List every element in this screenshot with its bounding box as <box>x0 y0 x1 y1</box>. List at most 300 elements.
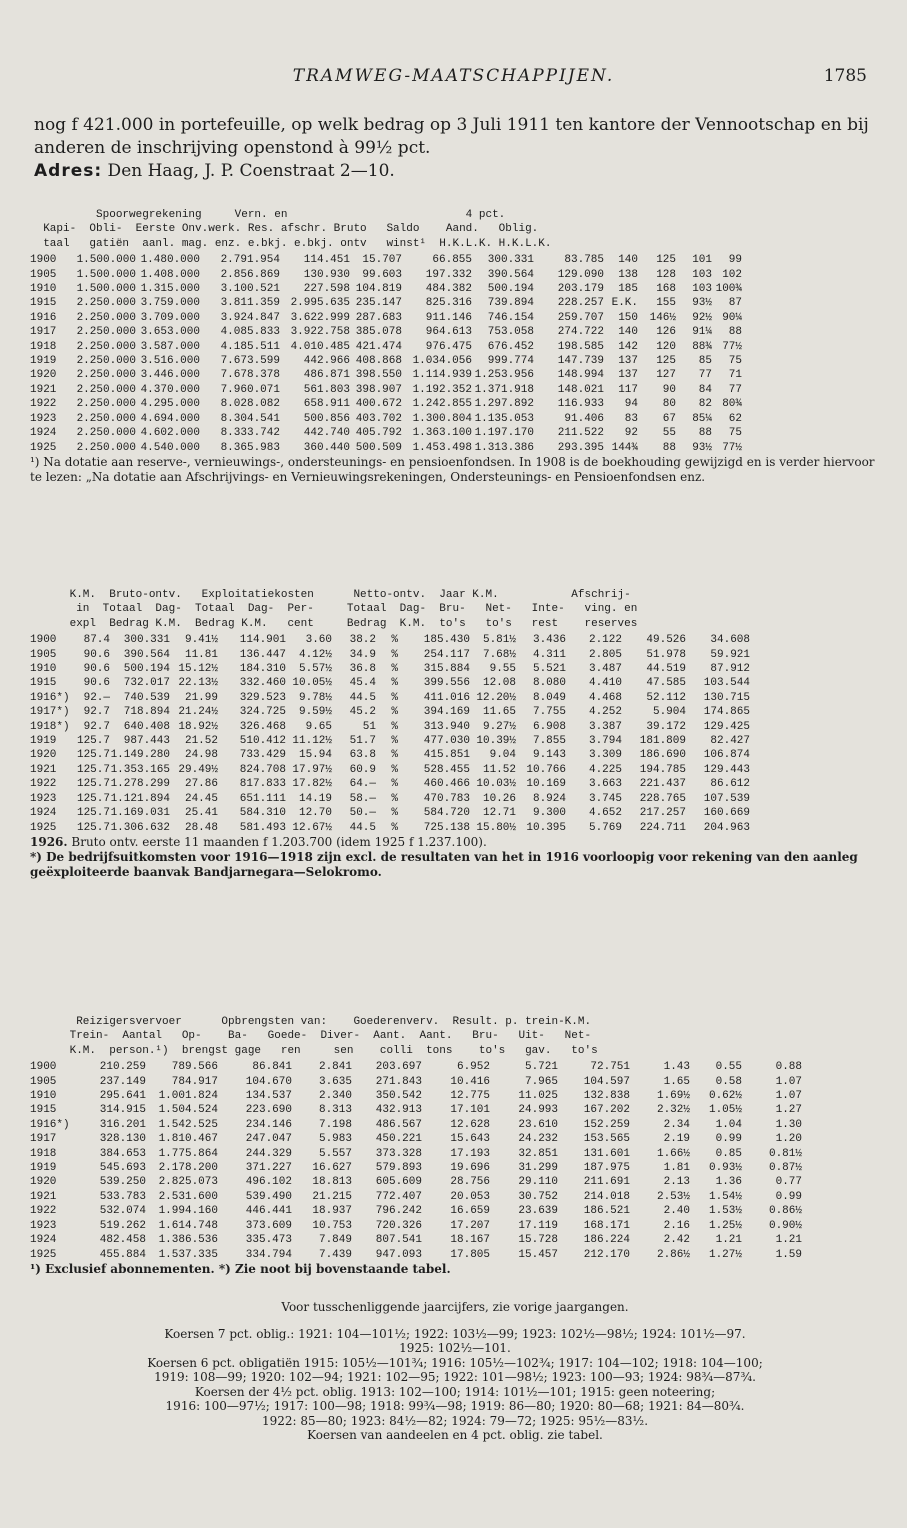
cell-bruto: 2.16 <box>663 1219 690 1232</box>
cell-vern: 976.475 <box>425 340 472 353</box>
cell-expl_dag: 11.12½ <box>292 735 332 748</box>
koersen-line: 1925: 102½—101. <box>399 1341 511 1355</box>
cell-aand2: 80 <box>662 398 676 411</box>
cell-aand1: 144¾ <box>611 441 638 454</box>
cell-pct: 38.2 <box>349 634 376 647</box>
table-row <box>30 383 880 397</box>
cell-rente: 49.526 <box>646 634 686 647</box>
cell-netto_dag: 9.27½ <box>482 720 516 733</box>
cell-bruto_jaar: 3.436 <box>532 634 566 647</box>
cell-opbrengst: 335.473 <box>245 1234 292 1247</box>
cell-saldo: 198.585 <box>557 340 604 353</box>
cell-rente: 52.112 <box>646 691 686 704</box>
cell-netto: 415.851 <box>423 749 470 762</box>
cell-year: 1916*) <box>30 691 70 704</box>
header-row: expl Bedrag K.M. Bedrag K.M. cent Bedrag K.M. to's to's rest reserves <box>30 617 638 630</box>
cell-km: 125.7 <box>76 821 110 834</box>
cell-goederen: 450.221 <box>375 1133 422 1146</box>
cell-netto_jaar: 4.252 <box>588 706 622 719</box>
cell-pct_sign: % <box>391 807 398 820</box>
cell-uitgaven: 0.55 <box>715 1061 742 1074</box>
cell-pct_sign: % <box>391 634 398 647</box>
cell-uitgaven: 0.58 <box>715 1075 742 1088</box>
cell-obl2: 77½ <box>722 441 742 454</box>
cell-treinkm: 519.262 <box>99 1219 146 1232</box>
cell-bruto: 640.408 <box>123 720 170 733</box>
cell-netto_dag: 11.52 <box>482 763 516 776</box>
cell-afschr: 204.963 <box>703 821 750 834</box>
table-row <box>30 340 880 354</box>
cell-pct: 50.— <box>349 807 376 820</box>
cell-obligatien: 1.480.000 <box>140 254 200 267</box>
cell-opbrengst: 496.102 <box>245 1176 292 1189</box>
cell-bruto: 1.121.894 <box>110 792 170 805</box>
cell-bruto: 390.564 <box>487 268 534 281</box>
cell-bruto: 2.86½ <box>656 1248 690 1261</box>
cell-year: 1922 <box>30 398 57 411</box>
cell-rente: 228.765 <box>639 792 686 805</box>
cell-netto_jaar: 3.745 <box>588 792 622 805</box>
cell-obl1: 93½ <box>692 297 712 310</box>
table-exploitatie <box>30 588 880 880</box>
cell-obl1: 84 <box>698 383 712 396</box>
cell-tons: 214.018 <box>583 1190 630 1203</box>
cell-opbrengst: 86.841 <box>252 1061 292 1074</box>
cell-bruto: 1.69½ <box>656 1090 690 1103</box>
cell-obl2: 71 <box>728 369 742 382</box>
cell-netto_jaar: 5.769 <box>588 821 622 834</box>
cell-uitgaven: 0.99 <box>715 1133 742 1146</box>
cell-personen: 789.566 <box>171 1061 218 1074</box>
cell-bruto: 2.32½ <box>656 1104 690 1117</box>
cell-eerste_aanl: 7.673.599 <box>220 355 280 368</box>
cell-diversen: 6.952 <box>456 1061 490 1074</box>
table-footnote-star: *) De bedrijfsuitkomsten voor 1916—1918 zijn excl. de resultaten van het in 1916 voorloopig voor rekening van den aanleg geëxploiteerde baanvak Bandjarnegara—Selokromo. <box>30 849 858 879</box>
cell-treinkm: 545.693 <box>99 1162 146 1175</box>
header-row: Kapi- Obli- Eerste Onv.werk. Res. afschr. Bruto Saldo Aand. Oblig. <box>30 223 539 236</box>
cell-opbrengst: 539.490 <box>245 1190 292 1203</box>
cell-aand2: 125 <box>656 254 676 267</box>
cell-tons: 104.597 <box>583 1075 630 1088</box>
cell-bruto: 1.135.053 <box>474 412 534 425</box>
cell-afschr: 103.544 <box>703 677 750 690</box>
table-row <box>30 792 880 806</box>
cell-netto: 0.81½ <box>768 1147 802 1160</box>
cell-goederen: 796.242 <box>375 1205 422 1218</box>
cell-tons: 167.202 <box>583 1104 630 1117</box>
cell-eerste_aanl: 2.856.869 <box>220 268 280 281</box>
cell-diversen: 12.775 <box>450 1090 490 1103</box>
table-row <box>30 397 880 411</box>
table-footnote <box>30 835 880 850</box>
cell-pct: 44.5 <box>349 821 376 834</box>
cell-aand1: 137 <box>618 355 638 368</box>
table-row <box>30 1147 880 1161</box>
cell-onv_werk: 500.856 <box>303 412 350 425</box>
cell-saldo: 116.933 <box>557 398 604 411</box>
cell-km: 92.— <box>83 691 110 704</box>
cell-year: 1922 <box>30 778 57 791</box>
cell-saldo: 147.739 <box>557 355 604 368</box>
cell-netto_jaar: 3.487 <box>588 663 622 676</box>
cell-kapitaal: 2.250.000 <box>76 383 136 396</box>
cell-saldo: 228.257 <box>557 297 604 310</box>
table-row <box>30 705 880 719</box>
table-row <box>30 282 880 296</box>
table-row <box>30 268 880 282</box>
table-header <box>30 1015 880 1058</box>
cell-treinkm: 533.783 <box>99 1190 146 1203</box>
cell-aand2: 55 <box>662 427 676 440</box>
cell-vern: 911.146 <box>425 311 472 324</box>
cell-eerste_aanl: 8.365.983 <box>220 441 280 454</box>
cell-tons: 211.691 <box>583 1176 630 1189</box>
cell-km: 125.7 <box>76 807 110 820</box>
cell-obligatien: 3.759.000 <box>140 297 200 310</box>
cell-bagage: 8.313 <box>318 1104 352 1117</box>
cell-uitgaven: 1.05½ <box>708 1104 742 1117</box>
cell-year: 1925 <box>30 441 57 454</box>
cell-obl1: 101 <box>692 254 712 267</box>
cell-afschr: 82.427 <box>710 735 750 748</box>
cell-uitgaven: 1.25½ <box>708 1219 742 1232</box>
cell-diversen: 10.416 <box>450 1075 490 1088</box>
table-header <box>30 588 880 631</box>
cell-colli: 15.728 <box>518 1234 558 1247</box>
cell-expl: 324.725 <box>239 706 286 719</box>
cell-bruto_dag: 25.41 <box>184 807 218 820</box>
cell-afschr: 129.425 <box>703 720 750 733</box>
cell-netto_jaar: 4.652 <box>588 807 622 820</box>
page-number: 1785 <box>823 66 867 86</box>
cell-pct_sign: % <box>391 677 398 690</box>
cell-opbrengst: 446.441 <box>245 1205 292 1218</box>
cell-eerste_aanl: 3.924.847 <box>220 311 280 324</box>
cell-year: 1919 <box>30 735 57 748</box>
cell-km: 92.7 <box>83 706 110 719</box>
cell-obligatien: 3.516.000 <box>140 355 200 368</box>
table-row <box>30 720 880 734</box>
address-label: Adres: <box>34 161 103 181</box>
cell-km: 87.4 <box>83 634 110 647</box>
cell-expl: 510.412 <box>239 735 286 748</box>
cell-kapitaal: 2.250.000 <box>76 441 136 454</box>
cell-year: 1924 <box>30 1234 57 1247</box>
table-row <box>30 1204 880 1218</box>
cell-saldo: 274.722 <box>557 326 604 339</box>
cell-diversen: 20.053 <box>450 1190 490 1203</box>
cell-netto: 0.87½ <box>768 1162 802 1175</box>
cell-onv_werk: 442.966 <box>303 355 350 368</box>
cell-obl2: 62 <box>728 412 742 425</box>
intro-paragraph <box>34 114 879 183</box>
cell-bruto: 1.306.632 <box>110 821 170 834</box>
table-row <box>30 777 880 791</box>
cell-goederen: 947.093 <box>375 1248 422 1261</box>
cell-netto: 1.30 <box>775 1118 802 1131</box>
cell-eerste_aanl: 4.185.511 <box>220 340 280 353</box>
header-row: K.M. person.¹) brengst gage ren sen colli tons to's gav. to's <box>30 1044 598 1057</box>
cell-year: 1917*) <box>30 706 70 719</box>
cell-rente: 44.519 <box>646 663 686 676</box>
cell-diversen: 15.643 <box>450 1133 490 1146</box>
cell-bruto_dag: 11.81 <box>184 648 218 661</box>
cell-eerste_aanl: 3.100.521 <box>220 283 280 296</box>
intro-text: nog f 421.000 in portefeuille, op welk bedrag op 3 Juli 1911 ten kantore der Vennootschap en bij anderen de inschrijving openstond à 99½ pct. <box>34 115 869 158</box>
cell-eerste_aanl: 3.811.359 <box>220 297 280 310</box>
cell-vern: 1.114.939 <box>412 369 472 382</box>
cell-obl1: 85 <box>698 355 712 368</box>
cell-year: 1918*) <box>30 720 70 733</box>
cell-treinkm: 384.653 <box>99 1147 146 1160</box>
cell-netto_dag: 9.04 <box>489 749 516 762</box>
cell-obligatien: 4.295.000 <box>140 398 200 411</box>
cell-goederen: 350.542 <box>375 1090 422 1103</box>
cell-bruto_jaar: 5.521 <box>532 663 566 676</box>
cell-aand2: 88 <box>662 441 676 454</box>
cell-bruto_dag: 21.24½ <box>178 706 218 719</box>
cell-personen: 2.825.073 <box>158 1176 218 1189</box>
cell-personen: 1.542.525 <box>158 1118 218 1131</box>
cell-year: 1910 <box>30 283 57 296</box>
cell-bruto_jaar: 10.169 <box>526 778 566 791</box>
cell-opbrengst: 234.146 <box>245 1118 292 1131</box>
cell-aand1: 142 <box>618 340 638 353</box>
cell-diversen: 16.659 <box>450 1205 490 1218</box>
cell-year: 1919 <box>30 1162 57 1175</box>
cell-netto: 0.88 <box>775 1061 802 1074</box>
cell-afschr: 59.921 <box>710 648 750 661</box>
cell-vern: 825.316 <box>425 297 472 310</box>
cell-vern: 66.855 <box>432 254 472 267</box>
cell-year: 1900 <box>30 254 57 267</box>
cell-onv_werk: 442.740 <box>303 427 350 440</box>
cell-onv_werk: 658.911 <box>303 398 350 411</box>
table-row <box>30 325 880 339</box>
cell-obl2: 100¾ <box>715 283 742 296</box>
cell-year: 1921 <box>30 383 57 396</box>
cell-year: 1910 <box>30 663 57 676</box>
cell-kapitaal: 2.250.000 <box>76 297 136 310</box>
cell-onv_werk: 486.871 <box>303 369 350 382</box>
cell-bruto: 753.058 <box>487 326 534 339</box>
cell-rente: 194.785 <box>639 763 686 776</box>
cell-res: 99.603 <box>362 268 402 281</box>
cell-pct: 44.5 <box>349 691 376 704</box>
cell-expl_dag: 10.05½ <box>292 677 332 690</box>
cell-obligatien: 1.408.000 <box>140 268 200 281</box>
cell-onv_werk: 561.803 <box>303 383 350 396</box>
cell-rente: 186.690 <box>639 749 686 762</box>
cell-res: 421.474 <box>355 340 402 353</box>
cell-netto: 394.169 <box>423 706 470 719</box>
cell-year: 1921 <box>30 763 57 776</box>
cell-obl1: 103 <box>692 268 712 281</box>
cell-diversen: 17.805 <box>450 1248 490 1261</box>
cell-res: 398.550 <box>355 369 402 382</box>
cell-expl: 136.447 <box>239 648 286 661</box>
cell-obl2: 102 <box>722 268 742 281</box>
cell-colli: 17.119 <box>518 1219 558 1232</box>
cell-saldo: 259.707 <box>557 311 604 324</box>
cell-pct_sign: % <box>391 720 398 733</box>
cell-goederen: 772.407 <box>375 1190 422 1203</box>
header-row: K.M. Bruto-ontv. Exploitatiekosten Netto-ontv. Jaar K.M. Afschrij- <box>30 589 631 601</box>
cell-expl: 733.429 <box>239 749 286 762</box>
cell-colli: 11.025 <box>518 1090 558 1103</box>
cell-res: 15.707 <box>362 254 402 267</box>
cell-obl2: 87 <box>728 297 742 310</box>
cell-netto: 1.59 <box>775 1248 802 1261</box>
table-row <box>30 821 880 835</box>
cell-netto_dag: 12.08 <box>482 677 516 690</box>
cell-uitgaven: 1.53½ <box>708 1205 742 1218</box>
cell-bruto: 739.894 <box>487 297 534 310</box>
cell-netto: 315.884 <box>423 663 470 676</box>
cell-bruto_dag: 28.48 <box>184 821 218 834</box>
cell-kapitaal: 2.250.000 <box>76 398 136 411</box>
cell-personen: 1.994.160 <box>158 1205 218 1218</box>
cell-tons: 187.975 <box>583 1162 630 1175</box>
cell-pct: 60.9 <box>349 763 376 776</box>
cell-bruto_dag: 24.45 <box>184 792 218 805</box>
table-row <box>30 1233 880 1247</box>
table-footnote: ¹) Na dotatie aan reserve-, vernieuwings-, ondersteunings- en pensioenfondsen. In 1908 is de boekhouding gewijzigd en is verder hiervoor te lezen: „Na dotatie aan Afschrijvings- en Vernieuwingsrekeningen, Ondersteunings- en Pensioenfondsen enz. <box>30 454 875 484</box>
koersen-line: Koersen 7 pct. oblig.: 1921: 104—101½; 1922: 103½—99; 1923: 102½—98½; 1924: 101½—97. <box>164 1326 746 1341</box>
cell-bruto: 1.66½ <box>656 1147 690 1160</box>
cell-bruto_dag: 29.49½ <box>178 763 218 776</box>
cell-bruto: 1.278.299 <box>110 778 170 791</box>
cell-treinkm: 210.259 <box>99 1061 146 1074</box>
cell-expl_dag: 4.12½ <box>298 648 332 661</box>
cell-bruto_dag: 24.98 <box>184 749 218 762</box>
cell-bruto_jaar: 6.908 <box>532 720 566 733</box>
table-row <box>30 662 880 676</box>
cell-tons: 186.224 <box>583 1234 630 1247</box>
cell-bruto: 1.313.386 <box>474 441 534 454</box>
cell-treinkm: 314.915 <box>99 1104 146 1117</box>
cell-treinkm: 539.250 <box>99 1176 146 1189</box>
cell-netto: 0.99 <box>775 1190 802 1203</box>
cell-expl: 326.468 <box>239 720 286 733</box>
cell-pct_sign: % <box>391 735 398 748</box>
cell-eerste_aanl: 7.960.071 <box>220 383 280 396</box>
cell-year: 1920 <box>30 369 57 382</box>
cell-year: 1923 <box>30 792 57 805</box>
cell-vern: 1.034.056 <box>412 355 472 368</box>
cell-obl2: 75 <box>728 355 742 368</box>
cell-afschr: 34.608 <box>710 634 750 647</box>
table-body <box>30 1060 880 1262</box>
header-row: Reizigersvervoer Opbrengsten van: Goederenverv. Result. p. trein-K.M. <box>30 1016 592 1028</box>
cell-saldo: 211.522 <box>557 427 604 440</box>
cell-expl_dag: 9.78½ <box>298 691 332 704</box>
cell-saldo: 91.406 <box>564 412 604 425</box>
cell-colli: 24.993 <box>518 1104 558 1117</box>
table-row <box>30 1175 880 1189</box>
cell-bruto_dag: 27.86 <box>184 778 218 791</box>
cell-saldo: 203.179 <box>557 283 604 296</box>
cell-bruto_jaar: 9.300 <box>532 807 566 820</box>
cell-treinkm: 532.074 <box>99 1205 146 1218</box>
cell-goederen: 605.609 <box>375 1176 422 1189</box>
cell-saldo: 129.090 <box>557 268 604 281</box>
cell-eerste_aanl: 8.304.541 <box>220 412 280 425</box>
cell-onv_werk: 4.010.485 <box>290 340 350 353</box>
cell-year: 1925 <box>30 821 57 834</box>
cell-afschr: 106.874 <box>703 749 750 762</box>
cell-bruto: 987.443 <box>123 735 170 748</box>
cell-vern: 1.242.855 <box>412 398 472 411</box>
cell-obligatien: 4.540.000 <box>140 441 200 454</box>
cell-netto: 1.21 <box>775 1234 802 1247</box>
table-row <box>30 1132 880 1146</box>
cell-bruto: 746.154 <box>487 311 534 324</box>
cell-bruto_dag: 22.13½ <box>178 677 218 690</box>
note-year: 1926. <box>30 834 68 849</box>
cell-bruto: 1.65 <box>663 1075 690 1088</box>
cell-obl2: 99 <box>728 254 742 267</box>
cell-res: 385.078 <box>355 326 402 339</box>
cell-vern: 1.300.804 <box>412 412 472 425</box>
cell-treinkm: 455.884 <box>99 1248 146 1261</box>
cell-bagage: 2.340 <box>318 1090 352 1103</box>
cell-year: 1905 <box>30 648 57 661</box>
koersen-line: Koersen 6 pct. obligatiën 1915: 105½—101¾; 1916: 105½—102¾; 1917: 104—102; 1918: 104—100; <box>147 1355 763 1370</box>
cell-expl_dag: 3.60 <box>305 634 332 647</box>
cell-obl1: 82 <box>698 398 712 411</box>
table-row <box>30 368 880 382</box>
cell-tons: 152.259 <box>583 1118 630 1131</box>
cell-obligatien: 3.709.000 <box>140 311 200 324</box>
cell-opbrengst: 371.227 <box>245 1162 292 1175</box>
cell-goederen: 432.913 <box>375 1104 422 1117</box>
cell-colli: 29.110 <box>518 1176 558 1189</box>
cell-colli: 23.639 <box>518 1205 558 1218</box>
cell-res: 104.819 <box>355 283 402 296</box>
cell-netto_jaar: 3.387 <box>588 720 622 733</box>
cell-netto_jaar: 4.468 <box>588 691 622 704</box>
cell-afschr: 129.443 <box>703 763 750 776</box>
cell-expl_dag: 9.65 <box>305 720 332 733</box>
cell-km: 125.7 <box>76 749 110 762</box>
table-row <box>30 412 880 426</box>
cell-opbrengst: 134.537 <box>245 1090 292 1103</box>
cell-pct_sign: % <box>391 763 398 776</box>
cell-expl: 114.901 <box>239 634 286 647</box>
cell-km: 90.6 <box>83 677 110 690</box>
table-header <box>30 208 880 251</box>
cell-year: 1918 <box>30 340 57 353</box>
cell-netto: 254.117 <box>423 648 470 661</box>
table-row <box>30 1075 880 1089</box>
cell-eerste_aanl: 8.028.082 <box>220 398 280 411</box>
cell-aand2: 90 <box>662 383 676 396</box>
address-line <box>34 160 879 183</box>
cell-afschr: 87.912 <box>710 663 750 676</box>
cell-treinkm: 316.201 <box>99 1118 146 1131</box>
cell-netto_dag: 10.39½ <box>476 735 516 748</box>
cell-expl_dag: 17.82½ <box>292 778 332 791</box>
cell-res: 398.907 <box>355 383 402 396</box>
cell-netto_dag: 11.65 <box>482 706 516 719</box>
cell-colli: 24.232 <box>518 1133 558 1146</box>
cell-kapitaal: 2.250.000 <box>76 355 136 368</box>
cell-diversen: 12.628 <box>450 1118 490 1131</box>
cell-expl: 184.310 <box>239 663 286 676</box>
cell-bruto: 1.353.165 <box>110 763 170 776</box>
koersen-line: 1916: 100—97½; 1917: 100—98; 1918: 99¾—98; 1919: 86—80; 1920: 80—68; 1921: 84—80¾. <box>165 1399 745 1413</box>
